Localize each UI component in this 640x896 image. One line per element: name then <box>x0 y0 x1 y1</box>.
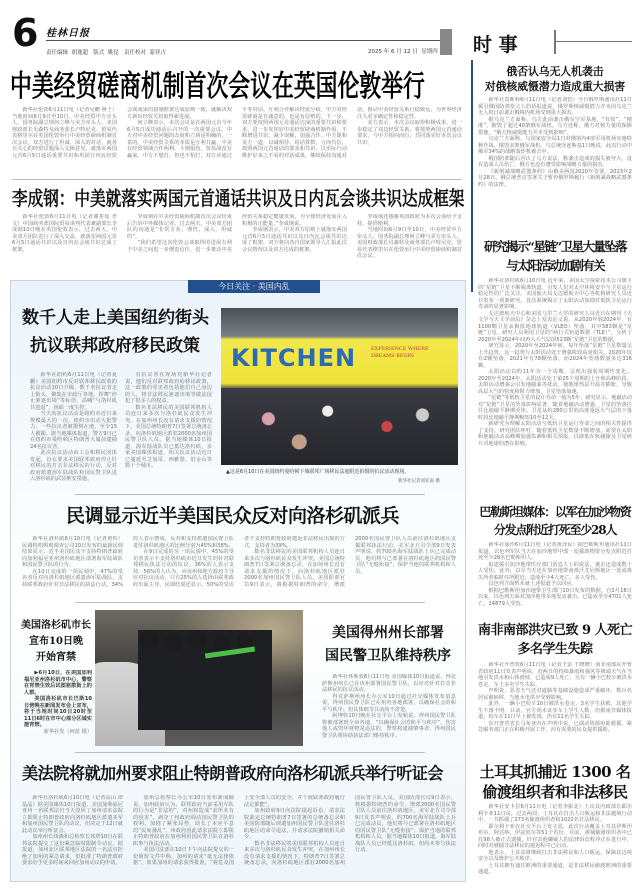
court-body: 新华社洛杉矶6月10日电（记者高山 谭晶晶）据美国媒体10日报道，美国加利福尼亚州一名联邦法官当天驳回了加州请求法院立即阻止特朗普政府向洛杉矶地区派遣美军和加州国民警卫队的动议，但决定于12日就此动议举行听证会。 加州州长纽森和总检察长邦塔10日在联邦法院提交了这份紧急临时限制令动议。据报道，加州北区联邦地区法院的一名法官拒绝了加州的紧急请求，但批准了特朗普政府要求给予更多时间来回应加州动议的申请。 加州总检察长办公室10日发布新闻稿说，加州政府认为，联邦政府当前采用军队的行为是“非法的”，对州权造成“前所未有的侵害”，剥夺了州政府调动国民警卫队的权利，加剧了紧张局势，助长了本应平息的“民间骚乱”。州政府因此请求法院立即阻止特朗普政府在加州利用国民警卫队在洛杉矶参与执法活动。 美国司法部在10日下午向法院提交的一份简短文件中称，加州的请求“毫无法律依据”，如果加州的请求获得批准，“将危及国土安全部人员的安全，并干扰联邦政府履行法定职能”。 加州政府9日向法院提起诉讼，请求法院裁定总统特朗普7日签署的总统备忘录和美国防部随后调遣加州国民警卫队进驻洛杉矶地区的命令违法，并请求法院撤销相关命令。 数名非法移民的美国联邦机构人员连日来多次与洛杉矶民众发生冲突。在加州州长没有请求支援的情况下，特朗普7日签署总统备忘录，向洛杉矶地区派驻2000名加州国民警卫队人员。美国防部官员9日表示，将根据特朗普的命令，增派2000名国民警卫队人员前往洛杉矶地区。美军北方司令部9日发表声明说，约700名海军陆战队士兵已完成动员，他们将与已部署在洛杉矶地区的国民警卫队“无缝衔接”，保护当地的联邦机构和人员。据当地媒体10日报道，海军陆战队人员已经抵达洛杉矶，但尚未参与执法行动。 <box>22 795 456 866</box>
ny-photo-caption: ▲这是6月10日在美国纽约曼哈顿下城联邦广场移民法庭附近拍摄的抗议活动现场。 <box>226 469 410 475</box>
second-headline: 李成钢：中美就落实两国元首通话共识及日内瓦会谈共识达成框架 <box>12 187 465 210</box>
divider <box>12 179 462 180</box>
poll-body: 新华社洛杉矶6月10日电（记者黄恒）民调机构舆观调查公司10日发布的最新民调结果显示，近半美国民众不支持特朗普政府向加利福尼亚州洛杉矶地区部署海军陆战队和国民警卫队的行为。 在10日完成的一项民调中，47%的受访者反对向洛杉矶地区派遣海军陆战队，支持联邦政府针对非法移民的执法行动。34%的人表示赞成。反对和支持派遣国民警卫队进驻洛杉矶地区的比例分别为45%和38%。 在9日完成的另一项民调中，45%的受访者表示不支持洛杉矶市近日发生的针对联邦移民执法行动的抗议，36%的人表示支持。56%的人认为，应该州和地方政府主导应对抗议活动，只有25%的人选择由联邦政府出面主导。民调结果还显示，50%的受访者不支持特朗普政府遣返非法移民出境的方式，支持者为39%。 数名非法移民的美国联邦机构人员连日来多次与洛杉矶民众发生冲突。美国总统特朗普7日签署总统备忘录，在加州州长没有请求支援的情况下，向洛杉矶地区派驻2000名加州国民警卫队人员。美国防部官员9日表示，将根据特朗普的命令，增派2000名国民警卫队人员前往洛杉矶地区支援联邦执法行动。美军北方司令部9日发表声明说，约700名海军陆战队士兵已完成动员，他们将与已部署在洛杉矶地区的国民警卫队“无缝衔接”，保护当地的联邦机构和人员。 <box>22 536 456 588</box>
second-body: 新华社伦敦6月11日电（记者谢希瑶 孝文）中国商务部国际贸易谈判代表兼副部长李成钢10日晚在英国伦敦表示，过去两天，中美双方团队进行了深入交流，就落实两国元首6月5日通话共识以及日内瓦会谈共识达成了框架。 李成钢在中美经贸磋商机制首次会议结束后告诉中外媒体记者，过去两天，中美双方团队的沟通是“非常专业、理性、深入、坦诚的”。 “我们希望这次伦敦会谈取得的进展有利于中美之间进一步增进信任，进一步推动中美经贸关系稳定健康发展，为全球经济发展注入积极的正能量。”李成钢说。 李成钢表示，中美双方原则上就落实两国元首6月5日通话共识以及日内瓦会谈共识达成了框架，双方将向各自国家领导人汇报此次会议情况以及双方达成的框架。 李成钢还感谢英国政府为本次会谈给予支持、提供便利。 当地时间6月9日至10日，中美经贸中方牵头人、国务院副总理何立峰与美方牵头人、美国财政部长贝森特及商务部长卢特尼克、贸易代表格里尔在伦敦举行中美经贸磋商机制首次会议。 <box>12 214 462 259</box>
ny-protest-photo <box>221 308 458 465</box>
lead-headline: 中美经贸磋商机制首次会议在英国伦敦举行 <box>10 69 425 103</box>
crowd <box>221 388 458 465</box>
sidebar-article-starlink <box>478 237 632 500</box>
police-line <box>125 630 285 730</box>
masthead-logo: 桂林日报 <box>46 28 90 39</box>
sidebar-article-south-africa <box>478 621 632 758</box>
russia-body: 新华社莫斯科6月11日电（记者刘恺）今日俄罗斯通讯社11日援引俄国防部发言人的话报道说，俄罗斯核威慑潜力并未因乌克兰无人机日前袭击俄境内机场受到重大损害。 据乌克兰方面称，乌方此前袭击俄军空军基地，“有效”、“精准”，摧毁了超过40架俄军战机。乌方还称，俄方对核力量的保障措施，“俄方核威慑能力并未受到影响”。 乌克兰方面称，乌国家安全局1日对俄境内4座军用机场实施特种作战，摧毁多架俄军战机。乌总统泽连斯基1日晚说，此次行动中俄军34%的战略轰炸机被击中。 俄国防部随后否认了乌方说法，称袭击造成的损失被夸大，没有造成人员伤亡，俄方也没有遭受影响战略力量的损害。 《新削减战略武器条约》由俄美两国2010年签署。2023年2月28日，俄总统普京签署关于暂停俄罗斯履行《新削减战略武器条约》的法律。 <box>478 97 632 188</box>
header-rule <box>46 40 440 41</box>
divider <box>75 494 425 495</box>
tx-headline: 美国得州州长部署 国民警卫队维持秩序 <box>325 625 451 664</box>
starlink-headline: 研究揭示“星链”卫星大量坠落 与太阳活动加剧有关 <box>484 239 626 273</box>
lead-body: 新华社伦敦6月11日电（记者吴鹏 燕子）当地时间6月9日至10日，中美经贸中方牵头人、国务院副总理何立峰与美方牵头人、美国财政部长贝森特及商务部长卢特尼克、贸易代表格里尔在英国伦敦举行中美经贸磋商机制首次会议。双方进行了坦诚、深入的对话，就各自关心的经贸议题深入交换意见，就落实两国元首6月5日通话重要共识和巩固日内瓦经贸会谈成果的措施框架达成原则一致，就解决双方新出经贸关切取得新进展。 何立峰表示，本次会议是在两国元首今年6月5日成功通话后召开的一次重要会议。中方对中美经贸问题的态度和立场是明确的、一贯的。中美经贸关系的本质是互利共赢，中美在经贸领域合作两利、斗则俱伤。贸易战没有赢家。中方不想打，但也不怕打。双方应通过平等对话、互利合作解决经贸分歧。中方对经贸磋商是有诚意的，也是有原则的。下一步，双方要按照两国元首通话达成的重要共识和要求，进一步发挥好中美经贸磋商机制作用，不断增进共识，减少误解，加强合作。中方愿和美方一道，以诚相待、说话算数、言而有信，按照两国元首通话的要求和共识，以实际行动维护好来之不易的对话成果，继续保持沟通对话，推动中美经贸关系行稳致远，为世界经济注入更多确定性和稳定性。 美方表示，本次会议取得积极成果，进一步稳定了双边经贸关系，将按照两国元首通话要求，与中方相向而行，共同落实好本次会议共识。 <box>12 107 462 159</box>
turkey-body: 新华社安卡拉6月11日电（记者李振北）土耳其内政部长耶尔利卡亚11日说，过去两周，土耳其在打击人口贩运和非法越境行动中，一共抓捕了273名偷渡组织者和1022名非法移民。 耶尔利卡亚在社交平台上发文说，此次行动覆盖土耳其伊斯坦布尔、阿达纳、伊兹密尔等51个省份。目前，被捕偷渡组织者中已有98人被正式逮捕，针对其他嫌疑人的法律诉讼程序正在进行中，同时对被捕非法移民的遣返程序已启动。 他表示，土耳其将继续打击非法移民和人口贩运，保障其边境安全以及维护公共秩序。 土耳其拥有通往欧洲的重要通道，是非法移民偷渡欧洲的重要通道。 <box>478 804 632 875</box>
credits: 责任编辑 胡逸超 版式 姚昆 责任校对 蒙祥吉 <box>46 50 166 56</box>
russia-headline: 俄否认乌无人机袭击 对俄核威慑潜力造成重大损害 <box>484 65 626 93</box>
starlink-body: 新华社洛杉矶6月10日电 近年来，美国太空探索技术公司旗下的“星链”卫星不断脱离轨道，引发人们对太空环境安全与卫星运行稳定性的广泛关注。美国航天局戈达德航天中心等机构研究人员近日发布一项新研究，首次系统揭示了太阳活动加剧对低轨卫星运行寿命的显著影响。 戈达德航天中心和美国马里兰大学的研究人员近日在期刊《天文学与天文学前沿》杂志上发表论文说，从2020年到2024年，有1100颗卫星从极低地球轨道（VLEO）坠落，其中583颗是“星链”卫星。研究人员利用卫星的“两行式轨道数据（TLE）”，分析了2020年至2024年间再入大气层的523颗“星链”卫星的数据。 研究显示，2020年至2024年间，每年坠落“星链”卫星数量呈上升趋势，这一趋势与太阳活动处于增强阶段高度相关。2020年仅有2颗坠落，2021年有78颗坠落，而2024年坠落数量多达316颗。 太阳活动以约11年为一个周期，呈现出强弱周期性变化。2020年至2024年，太阳活动处于第25个周期的上升和高峰阶段，太阳活动增强会引发地磁暴等扰动，使地球热层升温并膨胀，导致高层大气的密度和阻力增加，卫星坠落加速。 “星链”等低轨卫星的设计寿命一般为5年。研究显示，地磁活动对“星链”卫星的坠落影响显著，随着地磁活动增强，卫星的坠落往往比地磁平静期更快。卫星从约280公里的高度重返大气层的下落时段比地磁平静期缩短10至12天。 新研究为理解太阳活动与低轨卫星运行寿命之间的相关性提供了支持。研究团队呼吁，随着低轨卫星数量不断增加，需要在太阳和地磁活动高峰期加强监测和相关预报，以降低在轨碰撞及卫星碎片对地球的潜在影响。 <box>478 278 632 447</box>
sidebar-article-turkey <box>478 762 632 876</box>
tx-body: 新华社休斯敦6月11日电 美国媒体10日报道说，得克萨斯州州长已在该州部署国民警卫队，以应对针对打击非法移民的抗议活动。 得克萨斯州州长办公室10日通过社交媒体发布消息说，得州国民警卫队已在州内各地部署，以确保社会的和平与秩序。但具体细节目前尚不清楚。 阿博特10日晚在社交平台上发帖说，得州国民警卫队将被部署到全州各地，“以确保社会的和平与秩序”，伤害他人或毁坏财物是违法的，警察将逮捕肇事者，得州国民警卫队将协助执法部门维持秩序。 <box>322 674 456 739</box>
page-number: 6 <box>12 11 39 55</box>
section-rule <box>556 41 632 42</box>
column-divider <box>471 60 473 292</box>
photo-sign: EXPERIENCE WHERE DREAMS BEGIN <box>371 346 429 359</box>
poll-headline: 民调显示近半美国民众反对向洛杉矶派兵 <box>66 505 400 527</box>
gaza-headline: 巴勒斯坦媒体：以军在加沙物资 分发点附近打死至少28人 <box>479 505 631 537</box>
sidebar-article-russia <box>478 64 632 229</box>
gaza-body: 新华社加沙6月11日电（记者黄泽民）据巴勒斯坦通讯社11日报道，以色列军队当天在加沙地带中部一处援助物资分发点附近打死至少28名巴勒斯坦人。 报道援引加沙地带医疗部门消息人士的说法，袭击还造成数十人受伤。此外，以军当天还在加沙地带南部汗尤尼斯地区一处流离失所者临时住所附近，造成至少4人死亡、多人受伤。 以色列方面暂未就上述报道予以回应。 根据巴勒斯坦加沙地带卫生部门10日发布的数据，自3月18日以来，以色列方面对加沙地带多地发动袭击，已造成至少4701人死亡、14879人受伤。 <box>478 542 632 607</box>
south-africa-headline: 南非南部洪灾已致 9 人死亡 多名学生失踪 <box>478 623 633 657</box>
south-africa-body: 新华社开普敦6月11日电（记者王雷 王晓晓）南非南部东开普省政府11日发表声明说，近两日的持续暴雨和强风等极端天气在当地引发洪水和山体滑坡，已造成9人死亡，另有一辆小巴校车被洪水卷走，车上多名学生失踪。 声明说，恶劣天气还对道路等基础设施造成严重破坏，数百名居民被转移，当地水电供应受到影响。 此外，一辆小巴校车10日被洪水卷走，3名学生获救，其他学生下落不明。目前，官方尚未证实车上学生人数，但据南非媒体报道，校车在11日早上被发现，仍有11名学生失踪。 东开普省省长马布亚内在声明中说，已调动资源协助救援，紧急服务部门正在积极开展工作，向有需要的民众提供援助。 <box>478 662 632 733</box>
ny-body: 新华社纽约6月11日电（记者夏鹏）美国纽约市反对联邦移民政策的抗议活动10日升级，数千名抗议者走上街头，聚集在市政厅等地，挥舞“停止驱逐出境”等标语，高喊“与洛杉矶共进退”，场面一度失控。 当天的抗议活动是纽约市近日来规模最大的一次。纽约市出动大批警力，一些抗议者被摁倒在地，至少15人被捕。据当地媒体报道，警方9日已在纽约市曼哈顿区特朗普大厦前逮捕24名抗议者。 此次抗议活动由工会和移民团体发起，旨在要求美国联邦政府停止针对移民的打击非法移民的行动，反对政府派遣海军陆战队和国民警卫队进入洛杉矶的武装维安措施。 有抗议者在现场对新华社记者说，他们反对联邦政府的移民政策，这一政策的受害者包括他们自己身边的人，将非法移民驱逐出境等做法侵犯了很多人的权益。 数名非法移民的美国联邦机构人员连日来多次与洛杉矶民众发生冲突。在加州州长没有请求支援的情况下，美国总统特朗普7日签署总统备忘录，向洛杉矶地区派驻2000名加州国民警卫队人员。据当地媒体10日报道，海军陆战队员已抵达洛杉矶，多家美国媒体报道，相关抗议活动近日已蔓延至芝加哥、西雅图、旧金山等数十个城市。 <box>30 372 212 482</box>
section-divider <box>554 30 556 54</box>
divider <box>75 752 425 753</box>
court-headline: 美法院将就加州要求阻止特朗普政府向洛杉矶派兵举行听证会 <box>22 764 443 783</box>
turkey-headline: 土耳其抓捕近 1300 名 偷渡组织者和非法移民 <box>479 763 631 801</box>
ny-photo-credit: 新华社记者刘亚南 摄 <box>398 479 440 484</box>
feature-tab: 今日关注 · 美国内乱 <box>188 280 320 293</box>
divider <box>75 602 425 603</box>
photo-lettering: KITCHEN <box>231 344 357 372</box>
issue-date: 2025 年 6 月 12 日 星期四 <box>368 49 438 55</box>
section-title: 时 事 <box>473 34 518 56</box>
sidebar-article-gaza <box>478 503 632 618</box>
ny-headline: 数千人走上美国纽约街头 抗议联邦政府移民政策 <box>22 308 209 356</box>
la-body: ▶6月10日，在美国加利福尼亚州洛杉矶市中心，警察在宵禁生效后试图驱散街上的人群。 美国洛杉矶市长巴斯10日傍晚在新闻发布会上宣布，将于当地时间10日20时至11日6时在市中心部分区域实施宵禁。 新华社发（何蓝 摄） <box>24 670 92 735</box>
header-gray-block <box>440 29 452 55</box>
la-headline: 美国洛杉矶市长 宣布10日晚 开始宵禁 <box>21 620 91 663</box>
la-police-photo <box>95 610 303 746</box>
